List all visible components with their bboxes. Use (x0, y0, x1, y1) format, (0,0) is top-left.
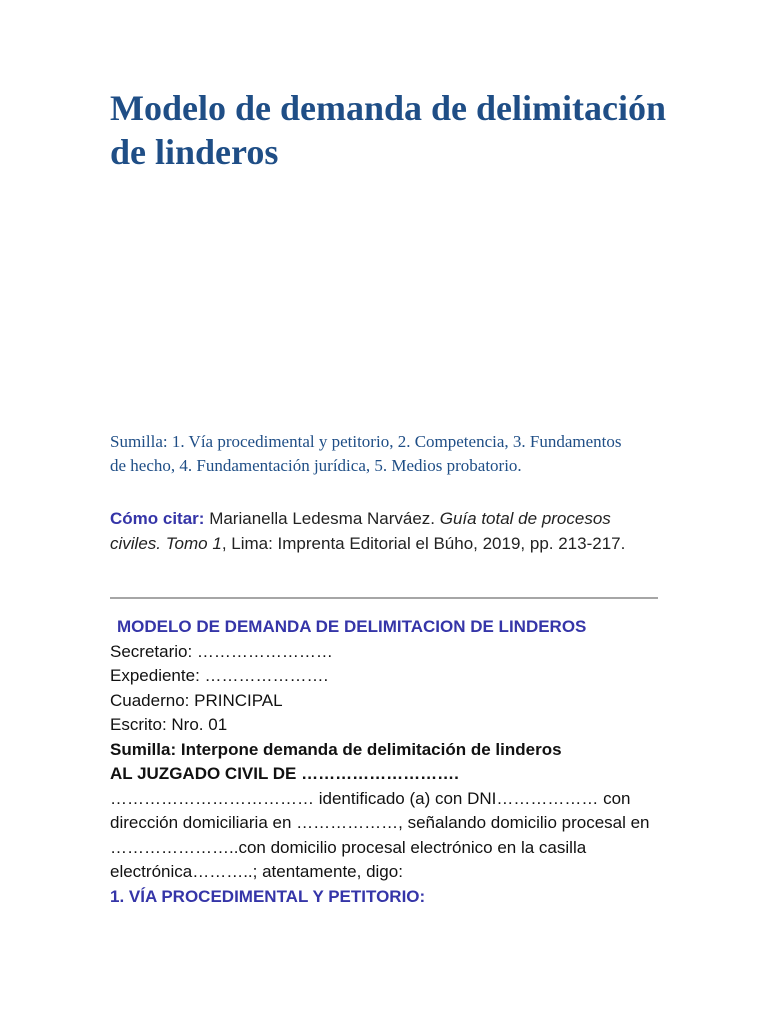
model-body-paragraph: ……………………………… identificado (a) con DNI……………… con dirección domiciliaria en ………………, señalando domicilio procesal en …………………..con domicilio procesal electrónico en la casilla electrónica………..; atentamente, digo: (110, 788, 650, 881)
summary-text: Sumilla: 1. Vía procedimental y petitorio, 2. Competencia, 3. Fundamentos de hecho, 4. Fundamentación jurídica, 5. Medios probatorio. (110, 432, 622, 475)
horizontal-divider (110, 597, 658, 599)
cuaderno-line: Cuaderno: PRINCIPAL (110, 690, 283, 710)
juzgado-line: AL JUZGADO CIVIL DE ………………………. (110, 764, 459, 783)
citation-author: Marianella Ledesma Narváez. (204, 509, 440, 528)
expediente-line: Expediente: …………………. (110, 666, 329, 685)
citation-work-title: Guía total de procesos civiles. Tomo 1 (110, 509, 611, 553)
escrito-line: Escrito: Nro. 01 (110, 715, 228, 734)
document-title: Modelo de demanda de delimitación de linderos (110, 88, 666, 172)
citation-publisher: , Lima: Imprenta Editorial el Búho, 2019, pp. 213-217. (221, 534, 626, 553)
secretario-line: Secretario: …………………… (110, 641, 333, 661)
section-1-heading: 1. VÍA PROCEDIMENTAL Y PETITORIO: (110, 886, 426, 906)
citation-label: Cómo citar: (110, 509, 205, 528)
model-document (110, 615, 670, 909)
sumilla-line: Sumilla: Interpone demanda de delimitación de linderos (110, 739, 562, 759)
model-heading: MODELO DE DEMANDA DE DELIMITACION DE LINDEROS (117, 617, 587, 636)
citation (110, 506, 650, 556)
